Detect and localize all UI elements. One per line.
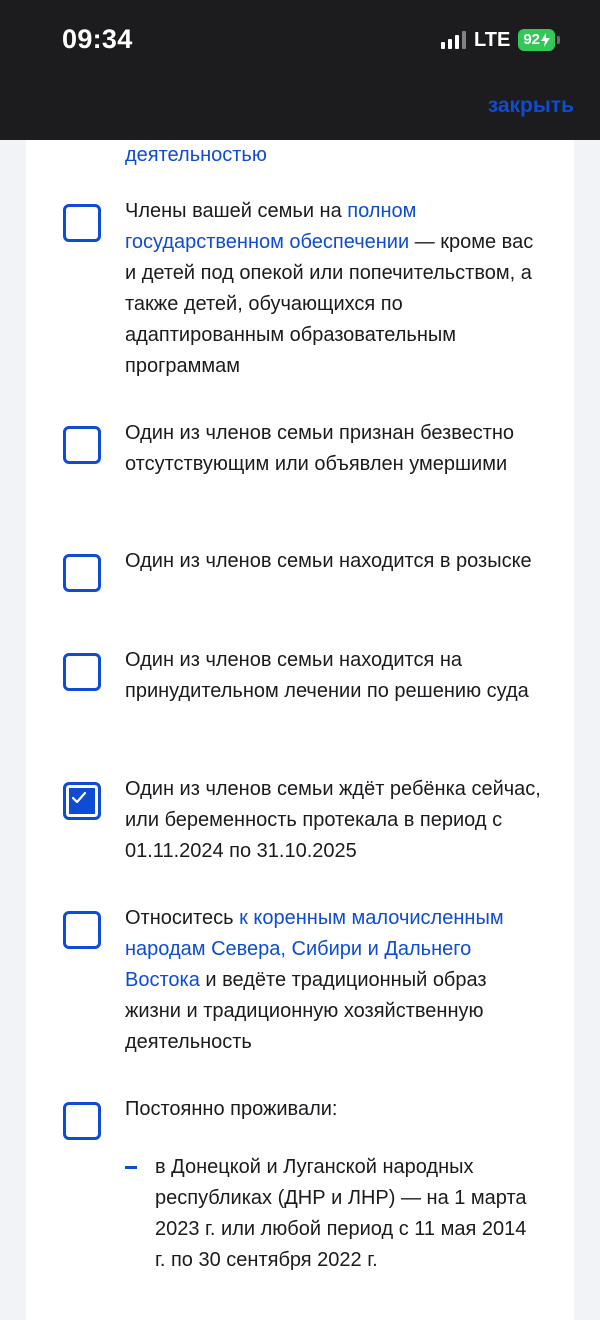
close-button[interactable]: закрыть	[487, 94, 574, 117]
checkbox[interactable]	[63, 204, 101, 242]
checkbox[interactable]	[63, 911, 101, 949]
label-text: Один из членов семьи находится в розыске	[125, 550, 532, 572]
sub-item-text: в Донецкой и Луганской народных республиках (ДНР и ЛНР) — на 1 марта 2023 г. или любой период с 11 мая 2014 г. по 30 сентября 2022 г.	[155, 1156, 527, 1271]
checkmark-icon	[72, 792, 86, 804]
battery-level: 92	[523, 31, 540, 48]
option-label	[125, 645, 545, 707]
inline-link[interactable]: полном государственном обеспечении	[125, 200, 417, 253]
cut-off-link-text[interactable]: деятельностью	[125, 144, 267, 166]
label-text: Постоянно проживали:	[125, 1098, 338, 1120]
label-text: Относитесь	[125, 907, 240, 929]
options-card	[26, 140, 574, 1320]
option-label	[125, 196, 545, 382]
top-bar	[0, 0, 600, 140]
option-label	[125, 1094, 545, 1125]
checkbox[interactable]	[63, 1102, 101, 1140]
inline-link[interactable]: к коренным малочисленным народам Севера, Сибири и Дальнего Востока	[125, 907, 504, 991]
option-label	[125, 546, 545, 577]
dash-bullet-icon	[125, 1166, 137, 1169]
checkbox[interactable]	[63, 782, 101, 820]
label-text: Члены вашей семьи на	[125, 200, 348, 222]
option-label	[125, 774, 545, 867]
checkbox[interactable]	[63, 426, 101, 464]
option-label	[125, 903, 545, 1058]
battery-icon	[518, 29, 560, 51]
label-text: — кроме вас и детей под опекой или попечительством, а также детей, обучающихся по адаптированным образовательным программам	[125, 231, 534, 377]
checkbox[interactable]	[63, 653, 101, 691]
option-label	[125, 418, 545, 480]
signal-icon	[441, 31, 466, 49]
label-text: и ведёте традиционный образ жизни и традиционную хозяйственную деятельность	[125, 969, 487, 1053]
status-time: 09:34	[62, 24, 133, 54]
label-text: Один из членов семьи ждёт ребёнка сейчас, или беременность протекала в период с 01.11.2024 по 31.10.2025	[125, 778, 541, 862]
checkbox[interactable]	[63, 554, 101, 592]
charging-bolt-icon	[541, 33, 550, 47]
network-type: LTE	[474, 28, 511, 51]
status-indicators	[441, 28, 560, 52]
label-text: Один из членов семьи находится на принудительном лечении по решению суда	[125, 649, 529, 702]
label-text: Один из членов семьи признан безвестно отсутствующим или объявлен умершими	[125, 422, 515, 475]
